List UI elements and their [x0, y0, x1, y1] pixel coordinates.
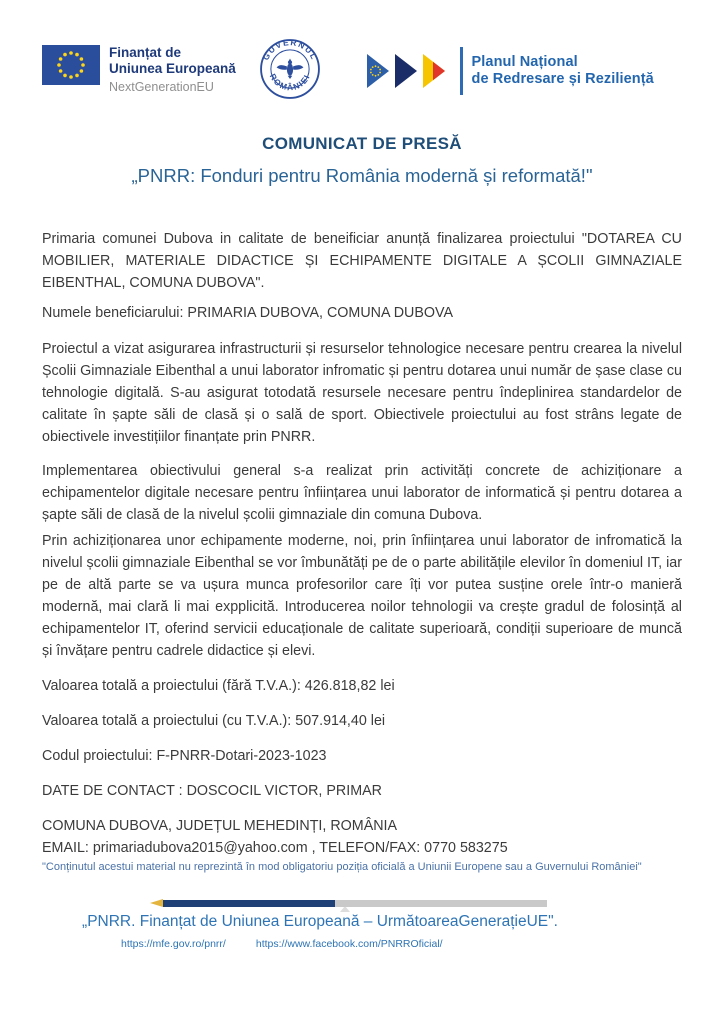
eu-funded-line2: Uniunea Europeană	[109, 61, 236, 76]
line-address: COMUNA DUBOVA, JUDEȚUL MEHEDINȚI, ROMÂNIA	[42, 818, 398, 834]
pnrr-arrows-icon	[367, 51, 451, 91]
pencil-gray-bar	[335, 900, 547, 907]
footer-links	[121, 938, 443, 950]
paragraph-benefits: Prin achiziționarea unor echipamente moderne, noi, prin înființarea unui laborator de infromatică la nivelul școlii gimnaziale Eibenthal se vor îmbunătăți pe de o parte abilitățile elevilor în domeniul IT, iar pe de altă parte se va ușura munca profesorilor care îți vor putea susține orele într-o manieră modernă, mai clară li mai expplicită. Introducerea noilor tehnologii va crește gradul de folosință al echipamentelor IT, oferind servicii educaționale de calitate superioară, condiții superioare de muncă și învățare pentru cadrele didactice și elevi.	[42, 533, 682, 659]
line-email-phone: EMAIL: primariadubova2015@yahoo.com , TELEFON/FAX: 0770 583275	[42, 840, 508, 856]
line-project-code: Codul proiectului: F-PNRR-Dotari-2023-1023	[42, 748, 327, 764]
press-release-body	[42, 228, 682, 859]
paragraph-beneficiary: Numele beneficiarului: PRIMARIA DUBOVA, COMUNA DUBOVA	[42, 305, 454, 321]
gov-romania-seal	[259, 38, 321, 105]
link-facebook-pnrr[interactable]: https://www.facebook.com/PNRROficial/	[255, 938, 443, 950]
pnrr-logo-text	[472, 54, 654, 89]
footer-tagline: „PNRR. Finanțat de Uniunea Europeană – UrmătoareaGenerațieUE".	[82, 913, 558, 930]
line-value-with-vat: Valoarea totală a proiectului (cu T.V.A.): 507.914,40 lei	[42, 713, 386, 729]
pnrr-logo	[367, 47, 654, 95]
paragraph-implementation: Implementarea obiectivului general s-a realizat prin activități concrete de achiziționare a echipamentelor digitale necesare pentru înființarea unui laborator de informatică și pentru dotarea a șapte săli de clasă de la nivelul școlii gimnaziale din comuna Dubova.	[42, 463, 682, 523]
line-contact-person: DATE DE CONTACT : DOSCOCIL VICTOR, PRIMAR	[42, 783, 382, 799]
footer-disclaimer: "Conținutul acestui material nu reprezintă în mod obligatoriu poziția oficială a Uniunii Europene sau a Guvernului României"	[42, 861, 642, 873]
eu-flag-icon	[42, 45, 100, 85]
page-title: COMUNICAT DE PRESĂ	[262, 134, 462, 153]
eu-funded-line1: Finanțat de	[109, 45, 182, 60]
pencil-body-bar	[163, 900, 335, 907]
eagle-emblem-icon	[277, 58, 304, 79]
page-subtitle: „PNRR: Fonduri pentru România modernă și reformată!"	[131, 165, 593, 186]
pencil-tip-icon	[150, 899, 163, 907]
seal-top-text: GUVERNUL	[261, 38, 319, 62]
pnrr-title-line1: Planul Național	[471, 53, 578, 70]
pnrr-logo-divider	[460, 47, 463, 95]
chevron-up-icon	[340, 906, 350, 912]
link-mfe-pnrr[interactable]: https://mfe.gov.ro/pnrr/	[121, 938, 226, 950]
paragraph-project-goal: Proiectul a vizat asigurarea infrastructurii și resurselor tehnologice necesare pentru crearea la nivelul Școlii Gimnaziale Eibenthal a unui laborator infromatic și pentru dotarea unui număr de șase clase cu tehnologie digitală. S-au asigurat totodată resursele necesare pentru îndeplinirea standardelor de calitate în șapte săli de clasă și o sală de sport. Obiectivele proiectului au fost strâns legate de obiectivele investițiilor finanțate prin PNRR.	[42, 341, 682, 445]
pnrr-title-line2: de Redresare și Reziliență	[471, 71, 654, 87]
paragraph-announcement: Primaria comunei Dubova in calitate de beneificiar anunță finalizarea proiectului "DOTAREA CU MOBILIER, MATERIALE DIDACTICE ȘI ECHIPAMENTE DIGITALE A ȘCOLII GIMNAZIALE EIBENTHAL, COMUNA DUBOVA".	[42, 231, 682, 291]
eu-funded-text	[109, 45, 236, 95]
line-value-without-vat: Valoarea totală a proiectului (fără T.V.A.): 426.818,82 lei	[42, 678, 395, 694]
gov-romania-seal-icon	[259, 38, 321, 100]
seal-bottom-text: ROMÂNIEI	[267, 72, 313, 93]
eu-program-label: NextGenerationEU	[109, 80, 214, 94]
eu-funded-logo	[42, 45, 236, 95]
